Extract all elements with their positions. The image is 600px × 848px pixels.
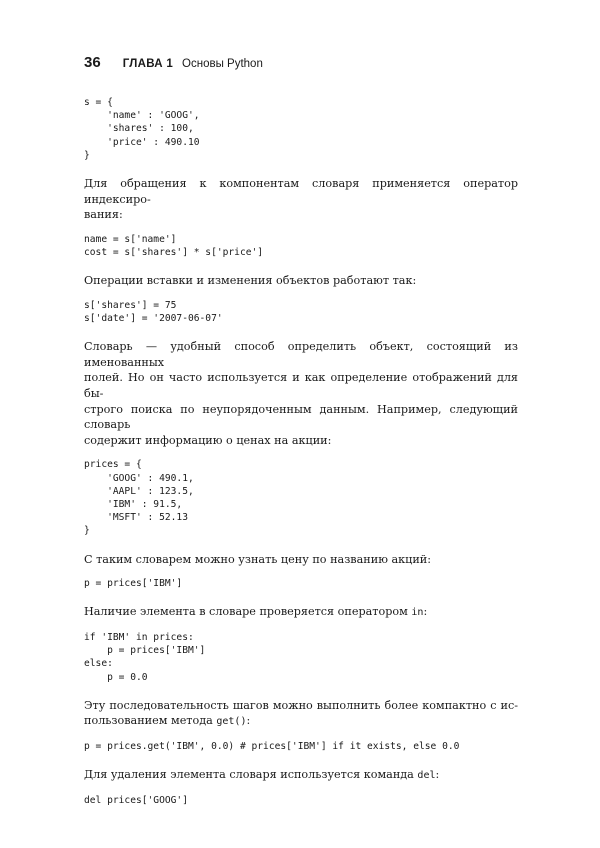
code-block-delete	[84, 794, 518, 807]
text-run: :	[246, 714, 251, 728]
code-line: 'name' : 'GOOG',	[84, 110, 200, 122]
chapter-label: ГЛАВА 1	[122, 58, 174, 70]
text-run: пользованием метода	[84, 714, 217, 728]
paragraph-lookup	[84, 552, 518, 568]
text-line: вания:	[84, 208, 123, 222]
inline-code: in	[411, 607, 424, 619]
text-line	[84, 604, 518, 621]
text-line: строго поиска по неупорядоченным данным. Например, следующий словарь	[84, 402, 518, 432]
code-line: del prices['GOOG']	[84, 794, 188, 806]
code-line: else:	[84, 658, 113, 670]
inline-code: del	[417, 770, 436, 782]
code-line: 'price' : 490.10	[84, 136, 200, 148]
code-block-lookup	[84, 577, 518, 590]
paragraph-indexing	[84, 176, 518, 223]
code-block-indexing	[84, 233, 518, 259]
code-line: 'IBM' : 91.5,	[84, 498, 183, 510]
code-line: 'MSFT' : 52.13	[84, 512, 188, 524]
code-block-get	[84, 740, 518, 753]
code-line: p = prices['IBM']	[84, 578, 183, 590]
code-line: cost = s['shares'] * s['price']	[84, 247, 264, 258]
text-line: С таким словарем можно узнать цену по названию акций:	[84, 552, 432, 566]
paragraph-insert-update	[84, 273, 518, 289]
text-run: :	[423, 605, 428, 619]
code-line: s['date'] = '2007-06-07'	[84, 313, 223, 324]
code-block-dict-literal	[84, 96, 518, 162]
text-line: Словарь — удобный способ определить объект, состоящий из именованных	[84, 340, 518, 369]
code-line: p = prices.get('IBM', 0.0) # prices['IBM'] if it exists, else 0.0	[84, 740, 460, 752]
code-line: s['shares'] = 75	[84, 299, 177, 311]
code-line: prices = {	[84, 459, 142, 471]
code-line: 'shares' : 100,	[84, 123, 194, 135]
inline-code: get()	[216, 716, 247, 728]
text-line: содержит информацию о ценах на акции:	[84, 433, 332, 447]
code-line: }	[84, 525, 90, 537]
code-line: s = {	[84, 97, 113, 108]
code-line: p = prices['IBM']	[84, 645, 206, 657]
text-line: Эту последовательность шагов можно выполнить более компактно с ис-	[84, 698, 518, 712]
code-block-insert-update	[84, 299, 518, 325]
code-block-membership	[84, 631, 518, 684]
paragraph-membership	[84, 604, 518, 621]
code-line: }	[84, 149, 90, 161]
paragraph-get-method	[84, 698, 518, 730]
page-content	[84, 96, 518, 807]
text-line	[84, 767, 518, 784]
code-block-prices	[84, 458, 518, 537]
text-run: Для удаления элемента словаря используется команда	[84, 768, 418, 782]
text-line: Для обращения к компонентам словаря применяется оператор индексиро-	[84, 177, 518, 206]
code-line: if 'IBM' in prices:	[84, 631, 194, 643]
code-line: 'GOOG' : 490.1,	[84, 472, 194, 484]
chapter-title: Основы Python	[182, 58, 263, 70]
text-line: полей. Но он часто используется и как определение отображений для бы-	[84, 371, 518, 400]
page-number: 36	[84, 54, 101, 71]
text-line: Операции вставки и изменения объектов работают так:	[84, 274, 417, 288]
text-run: Наличие элемента в словаре проверяется оператором	[84, 605, 412, 619]
code-line: name = s['name']	[84, 233, 177, 245]
text-line	[84, 713, 518, 730]
running-header	[84, 54, 263, 72]
paragraph-dictionary-usage	[84, 339, 518, 448]
code-line: p = 0.0	[84, 671, 148, 683]
code-line: 'AAPL' : 123.5,	[84, 485, 194, 497]
paragraph-delete	[84, 767, 518, 784]
text-run: :	[435, 768, 440, 782]
